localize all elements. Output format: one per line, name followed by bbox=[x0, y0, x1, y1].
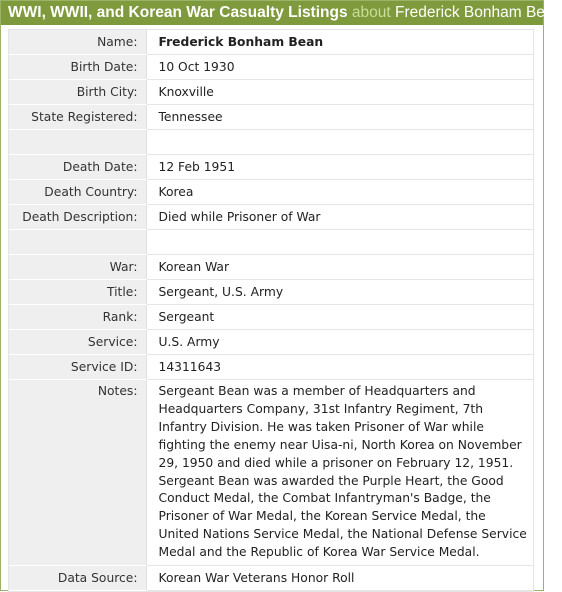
birth-date-value: 10 Oct 1930 bbox=[146, 55, 533, 80]
name-value: Frederick Bonham Bean bbox=[146, 30, 533, 55]
service-value: U.S. Army bbox=[146, 330, 533, 355]
panel-header bbox=[1, 1, 562, 25]
service-id-value: 14311643 bbox=[146, 355, 533, 380]
notes-label: Notes: bbox=[9, 380, 146, 566]
row-death-date bbox=[9, 155, 533, 180]
person-name-header[interactable]: Frederick Bonham Bean bbox=[395, 4, 562, 21]
record-table-wrapper bbox=[8, 29, 534, 592]
state-registered-label: State Registered: bbox=[9, 105, 146, 130]
collection-title[interactable]: WWI, WWII, and Korean War Casualty Listings bbox=[8, 4, 348, 21]
birth-city-label: Birth City: bbox=[9, 80, 146, 105]
record-table bbox=[9, 30, 533, 591]
row-service bbox=[9, 330, 533, 355]
row-state-registered bbox=[9, 105, 533, 130]
state-registered-value: Tennessee bbox=[146, 105, 533, 130]
death-description-label: Death Description: bbox=[9, 205, 146, 230]
spacer-row bbox=[9, 130, 533, 155]
spacer-label-cell bbox=[9, 230, 146, 255]
row-notes bbox=[9, 380, 533, 566]
name-label: Name: bbox=[9, 30, 146, 55]
war-value: Korean War bbox=[146, 255, 533, 280]
row-birth-date bbox=[9, 55, 533, 80]
spacer-row bbox=[9, 230, 533, 255]
title-value: Sergeant, U.S. Army bbox=[146, 280, 533, 305]
row-title bbox=[9, 280, 533, 305]
title-label: Title: bbox=[9, 280, 146, 305]
row-name bbox=[9, 30, 533, 55]
rank-value: Sergeant bbox=[146, 305, 533, 330]
row-service-id bbox=[9, 355, 533, 380]
row-death-country bbox=[9, 180, 533, 205]
data-source-value: Korean War Veterans Honor Roll bbox=[146, 566, 533, 591]
spacer-value-cell bbox=[146, 230, 533, 255]
death-date-label: Death Date: bbox=[9, 155, 146, 180]
death-country-label: Death Country: bbox=[9, 180, 146, 205]
row-data-source bbox=[9, 566, 533, 591]
death-description-value: Died while Prisoner of War bbox=[146, 205, 533, 230]
row-war bbox=[9, 255, 533, 280]
data-source-label: Data Source: bbox=[9, 566, 146, 591]
birth-date-label: Birth Date: bbox=[9, 55, 146, 80]
row-rank bbox=[9, 305, 533, 330]
death-country-value: Korea bbox=[146, 180, 533, 205]
rank-label: Rank: bbox=[9, 305, 146, 330]
row-birth-city bbox=[9, 80, 533, 105]
spacer-value-cell bbox=[146, 130, 533, 155]
notes-value: Sergeant Bean was a member of Headquarters and Headquarters Company, 31st Infantry Regiment, 7th Infantry Division. He was taken Prisoner of War while fighting the enemy near Uisa-ni, North Korea on November 29, 1950 and died while a prisoner on February 12, 1951. Sergeant Bean was awarded the Purple Heart, the Good Conduct Medal, the Combat Infantryman's Badge, the Prisoner of War Medal, the Korean Service Medal, the United Nations Service Medal, the National Defense Service Medal and the Republic of Korea War Service Medal. bbox=[146, 380, 533, 566]
service-id-label: Service ID: bbox=[9, 355, 146, 380]
spacer-label-cell bbox=[9, 130, 146, 155]
service-label: Service: bbox=[9, 330, 146, 355]
about-label: about bbox=[351, 4, 391, 21]
birth-city-value: Knoxville bbox=[146, 80, 533, 105]
war-label: War: bbox=[9, 255, 146, 280]
row-death-description bbox=[9, 205, 533, 230]
death-date-value: 12 Feb 1951 bbox=[146, 155, 533, 180]
